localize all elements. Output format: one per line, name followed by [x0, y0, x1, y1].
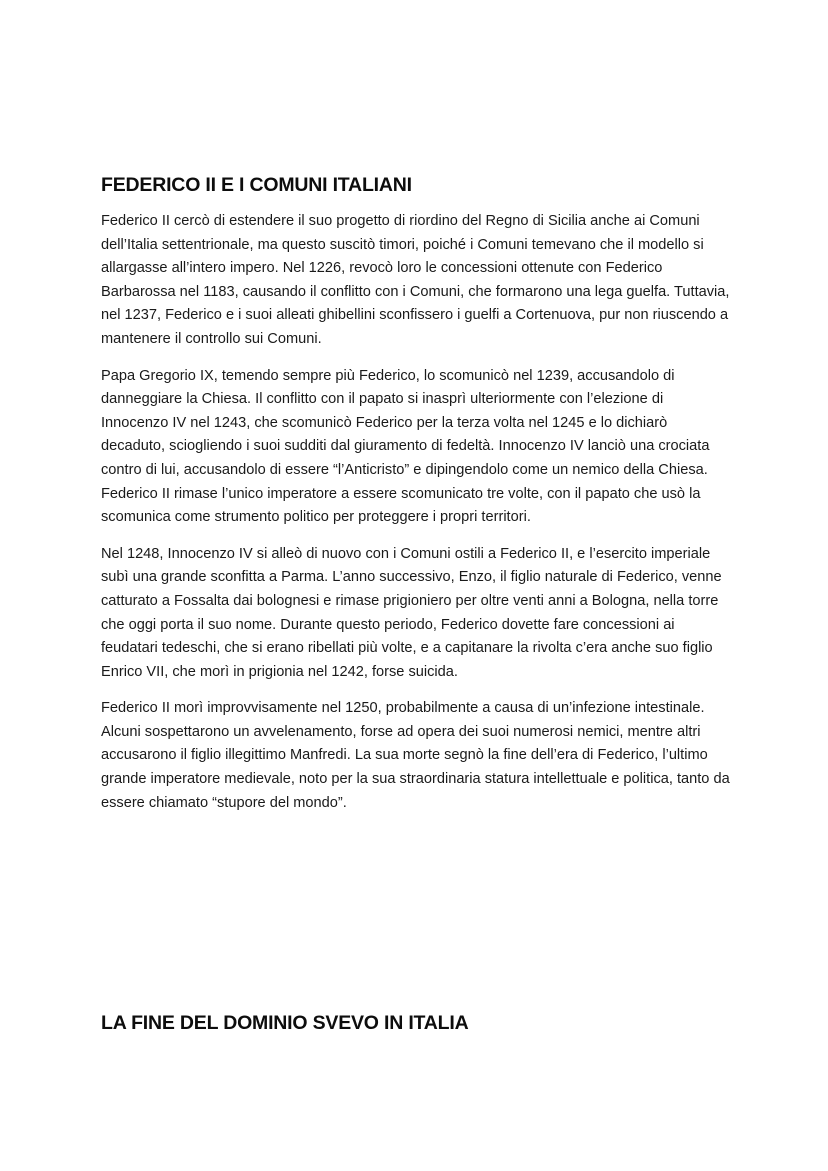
- body-paragraph: Federico II cercò di estendere il suo progetto di riordino del Regno di Sicilia anche ai Comuni dell’Italia settentrionale, ma questo suscitò timori, poiché i Comuni temevano che il modello si allargasse all’intero impero. Nel 1226, revocò loro le concessioni ottenute con Federico Barbarossa nel 1183, causando il conflitto con i Comuni, che formarono una lega guelfa. Tuttavia, nel 1237, Federico e i suoi alleati ghibellini sconfissero i guelfi a Cortenuova, pur non riuscendo a mantenere il controllo sui Comuni.: [101, 213, 730, 347]
- section-heading: LA FINE DEL DOMINIO SVEVO IN ITALIA: [101, 1012, 469, 1034]
- body-paragraph: Federico II morì improvvisamente nel 1250, probabilmente a causa di un’infezione intestinale. Alcuni sospettarono un avvelenamento, forse ad opera dei suoi numerosi nemici, mentre altri accusarono il figlio illegittimo Manfredi. La sua morte segnò la fine dell’era di Federico, l’ultimo grande imperatore medievale, noto per la sua straordinaria statura intellettuale e politica, tanto da essere chiamato “stupore del mondo”.: [101, 700, 730, 811]
- section-heading: FEDERICO II E I COMUNI ITALIANI: [101, 174, 412, 196]
- body-paragraph: Papa Gregorio IX, temendo sempre più Federico, lo scomunicò nel 1239, accusandolo di danneggiare la Chiesa. Il conflitto con il papato si inasprì ulteriormente con l’elezione di Innocenzo IV nel 1243, che scomunicò Federico per la terza volta nel 1245 e lo dichiarò decaduto, sciogliendo i suoi sudditi dal giuramento di fedeltà. Innocenzo IV lanciò una crociata contro di lui, accusandolo di essere “l’Anticristo” e dipingendolo come un nemico della Chiesa. Federico II rimase l’unico imperatore a essere scomunicato tre volte, con il papato che usò la scomunica come strumento politico per proteggere i propri territori.: [101, 367, 710, 526]
- section-body: [101, 210, 731, 828]
- body-paragraph: Nel 1248, Innocenzo IV si alleò di nuovo con i Comuni ostili a Federico II, e l’esercito imperiale subì una grande sconfitta a Parma. L’anno successivo, Enzo, il figlio naturale di Federico, venne catturato a Fossalta dai bolognesi e rimase prigioniero per oltre venti anni a Bologna, nella torre che oggi porta il suo nome. Durante questo periodo, Federico dovette fare concessioni ai feudatari tedeschi, che si erano ribellati più volte, e a capitanare la rivolta c’era anche suo figlio Enrico VII, che morì in prigionia nel 1242, forse suicida.: [101, 545, 722, 680]
